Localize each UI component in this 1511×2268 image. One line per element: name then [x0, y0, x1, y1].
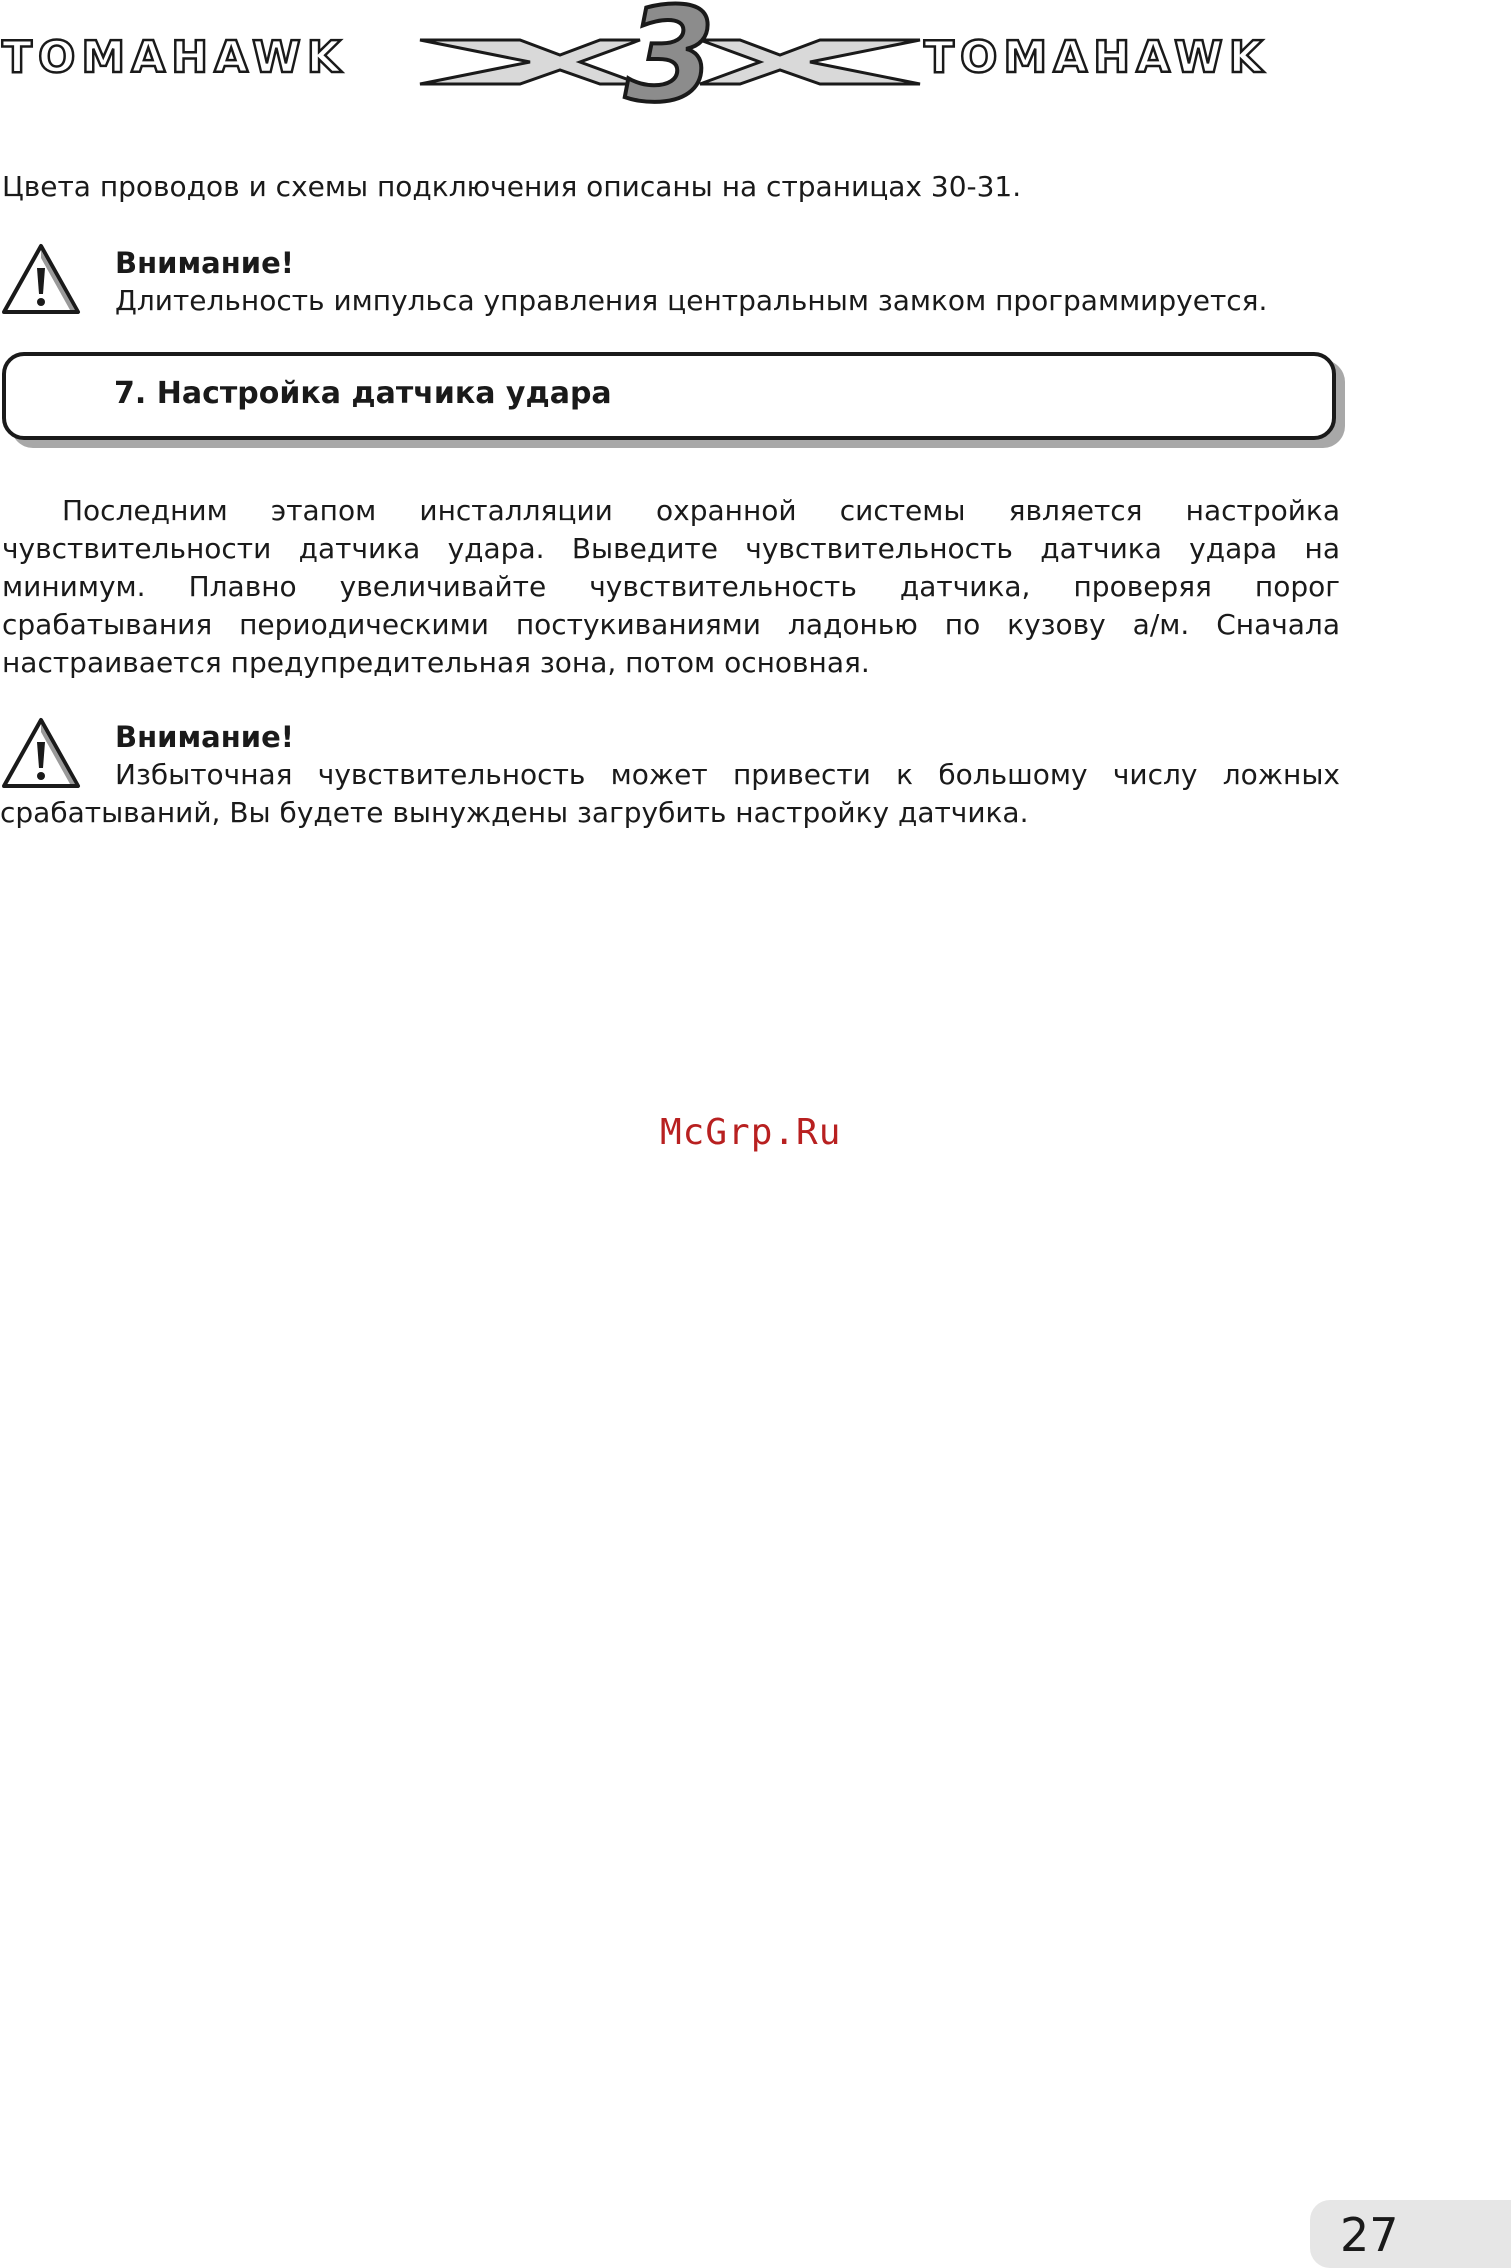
warning-text: Избыточная чувствительность может привести к большому числу ложных срабатываний, Вы будете вынуждены загрубить настройку датчика. [0, 758, 1340, 829]
page-number: 27 [1340, 2208, 1399, 2262]
svg-text:TOMAHAWK: TOMAHAWK [2, 32, 347, 80]
brand-logo-right [920, 30, 1340, 80]
warning-title: Внимание! [115, 246, 294, 280]
warning-triangle-icon [0, 242, 82, 316]
intro-text: Цвета проводов и схемы подключения описаны на страницах 30-31. [2, 170, 1022, 203]
brand-logo-left [0, 30, 420, 80]
body-paragraph: Последним этапом инсталляции охранной системы является настройка чувствительности датчика удара. Выведите чувствительность датчика удара на минимум. Плавно увеличивайте чувствительность датчика, проверяя порог срабатывания периодическими постукиваниями ладонью по кузову а/м. Сначала настраивается предупредительная зона, потом основная. [2, 494, 1340, 679]
warning-text: Длительность импульса управления центральным замком программируется. [115, 284, 1268, 317]
page-number-tab [1310, 2200, 1511, 2268]
warning-title: Внимание! [115, 720, 294, 754]
section-title: 7. Настройка датчика удара [114, 376, 612, 411]
svg-text:TOMAHAWK: TOMAHAWK [924, 32, 1269, 80]
section-header-box [2, 352, 1336, 440]
svg-text:3: 3 [624, 0, 716, 110]
header-logo [0, 0, 1340, 110]
watermark-text: McGrp.Ru [660, 1112, 842, 1153]
brand-x3-mark [400, 0, 940, 110]
